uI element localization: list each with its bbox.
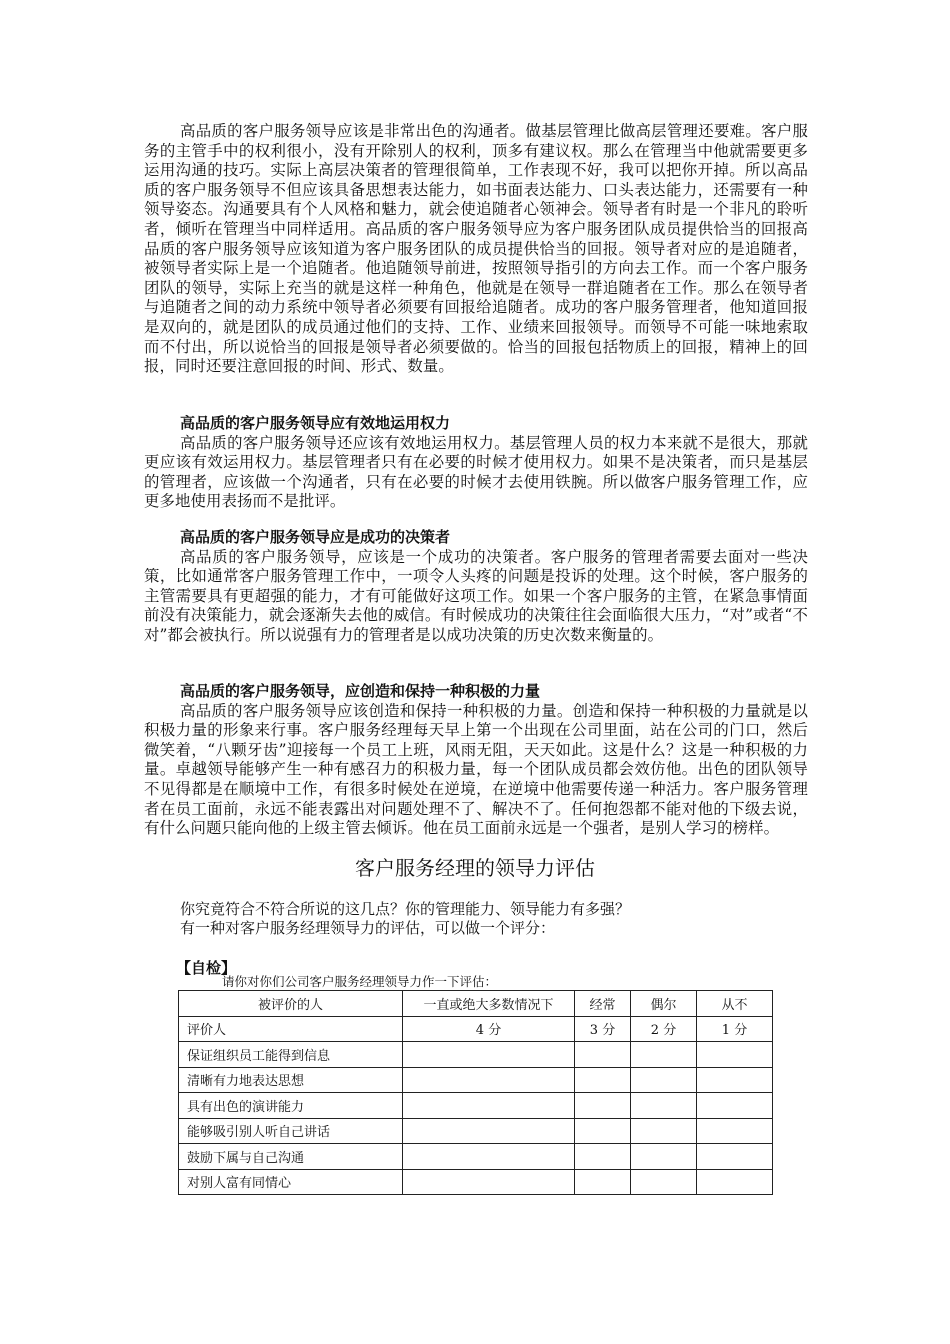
- table-cell: 3 分: [575, 1016, 631, 1042]
- table-cell: 1 分: [697, 1016, 773, 1042]
- self-check-label: 【自检】: [176, 959, 237, 977]
- rating-cell[interactable]: [631, 1144, 697, 1170]
- table-row: [179, 1067, 773, 1093]
- table-header-row: [179, 991, 773, 1017]
- table-row-label: 能够吸引别人听自己讲话: [179, 1118, 403, 1144]
- table-cell: 2 分: [631, 1016, 697, 1042]
- section-power: [144, 414, 808, 512]
- page-title: 客户服务经理的领导力评估: [355, 856, 595, 880]
- rating-cell[interactable]: [697, 1169, 773, 1195]
- table-row-label: 清晰有力地表达思想: [179, 1067, 403, 1093]
- table-row-label: 对别人富有同情心: [179, 1169, 403, 1195]
- table-cell: 评价人: [179, 1016, 403, 1042]
- section-decision: [144, 528, 808, 646]
- question-line: 有一种对客户服务经理领导力的评估，可以做一个评分：: [180, 919, 556, 937]
- table-score-row: [179, 1016, 773, 1042]
- table-row-label: 鼓励下属与自己沟通: [179, 1144, 403, 1170]
- table-row: [179, 1144, 773, 1170]
- table-header-cell: 偶尔: [631, 991, 697, 1017]
- rating-cell[interactable]: [575, 1169, 631, 1195]
- rating-cell[interactable]: [697, 1144, 773, 1170]
- paragraph: 高品质的客户服务领导应该创造和保持一种积极的力量。创造和保持一种积极的力量就是以积极力量的形象来行事。客户服务经理每天早上第一个出现在公司里面，站在公司的门口，然后微笑着，“八颗牙齿”迎接每一个员工上班，风雨无阻，天天如此。这是什么？这是一种积极的力量。卓越领导能够产生一种有感召力的积极力量，每一个团队成员都会效仿他。出色的团队领导不见得都是在顺境中工作，有很多时候处在逆境，在逆境中他需要传递一种活力。客户服务管理者在员工面前，永远不能表露出对问题处理不了、解决不了。任何抱怨都不能对他的下级去说，有什么问题只能向他的上级主管去倾诉。他在员工面前永远是一个强者，是别人学习的榜样。: [144, 701, 808, 838]
- rating-cell[interactable]: [403, 1169, 575, 1195]
- rating-cell[interactable]: [697, 1118, 773, 1144]
- rating-cell[interactable]: [697, 1093, 773, 1119]
- rating-cell[interactable]: [403, 1093, 575, 1119]
- table-row: [179, 1118, 773, 1144]
- rating-cell[interactable]: [403, 1067, 575, 1093]
- table-header-cell: 经常: [575, 991, 631, 1017]
- section-heading: 高品质的客户服务领导，应创造和保持一种积极的力量: [180, 682, 541, 700]
- section-heading: 高品质的客户服务领导应有效地运用权力: [180, 414, 451, 432]
- table-header-cell: 被评价的人: [179, 991, 403, 1017]
- question-line: 你究竟符合不符合所说的这几点？你的管理能力、领导能力有多强？: [180, 900, 631, 918]
- table-row: [179, 1093, 773, 1119]
- rating-cell[interactable]: [631, 1093, 697, 1119]
- paragraph: 高品质的客户服务领导，应该是一个成功的决策者。客户服务的管理者需要去面对一些决策，比如通常客户服务管理工作中，一项令人头疼的问题是投诉的处理。这个时候，客户服务的主管需要具有更超强的能力，才有可能做好这项工作。如果一个客户服务的主管，在紧急事情面前没有决策能力，就会逐渐失去他的威信。有时候成功的决策往往会面临很大压力，“对”或者“不对”都会被执行。所以说强有力的管理者是以成功决策的历史次数来衡量的。: [144, 547, 808, 644]
- table-cell: 4 分: [403, 1016, 575, 1042]
- section-heading: 高品质的客户服务领导应是成功的决策者: [180, 528, 451, 546]
- rating-cell[interactable]: [575, 1093, 631, 1119]
- table-row: [179, 1169, 773, 1195]
- instruction-text: 请你对你们公司客户服务经理领导力作一下评估：: [222, 974, 498, 989]
- rating-cell[interactable]: [575, 1118, 631, 1144]
- rating-cell[interactable]: [631, 1067, 697, 1093]
- section-positive-force: [144, 682, 808, 839]
- rating-cell[interactable]: [403, 1118, 575, 1144]
- rating-cell[interactable]: [697, 1067, 773, 1093]
- rating-cell[interactable]: [575, 1042, 631, 1068]
- table-row-label: 具有出色的演讲能力: [179, 1093, 403, 1119]
- table-row-label: 保证组织员工能得到信息: [179, 1042, 403, 1068]
- paragraph: 高品质的客户服务领导还应该有效地运用权力。基层管理人员的权力本来就不是很大，那就更应该有效运用权力。基层管理者只有在必要的时候才使用权力。如果不是决策者，而只是基层的管理者，应该做一个沟通者，只有在必要的时候才去使用铁腕。所以做客户服务管理工作，应更多地使用表扬而不是批评。: [144, 433, 808, 511]
- rating-cell[interactable]: [631, 1169, 697, 1195]
- table-header-cell: 一直或绝大多数情况下: [403, 991, 575, 1017]
- rating-cell[interactable]: [403, 1042, 575, 1068]
- rating-cell[interactable]: [575, 1067, 631, 1093]
- rating-cell[interactable]: [631, 1118, 697, 1144]
- table-header-cell: 从不: [697, 991, 773, 1017]
- rating-cell[interactable]: [697, 1042, 773, 1068]
- rating-cell[interactable]: [403, 1144, 575, 1170]
- paragraph: 高品质的客户服务领导应该是非常出色的沟通者。做基层管理比做高层管理还要难。客户服务的主管手中的权利很小，没有开除别人的权利，顶多有建议权。那么在管理当中他就需要更多运用沟通的技巧。实际上高层决策者的管理很简单，工作表现不好，我可以把你开掉。所以高品质的客户服务领导不但应该具备思想表达能力，如书面表达能力、口头表达能力，还需要有一种领导姿态。沟通要具有个人风格和魅力，就会使追随者心领神会。领导者有时是一个非凡的聆听者，倾听在管理当中同样适用。高品质的客户服务领导应为客户服务团队成员提供恰当的回报高品质的客户服务领导应该知道为客户服务团队的成员提供恰当的回报。领导者对应的是追随者，被领导者实际上是一个追随者。他追随领导前进，按照领导指引的方向去工作。而一个客户服务团队的领导，实际上充当的就是这样一种角色，他就是在领导一群追随者在工作。那么在领导者与追随者之间的动力系统中领导者必须要有回报给追随者。成功的客户服务管理者，他知道回报是双向的，就是团队的成员通过他们的支持、工作、业绩来回报领导。而领导不可能一味地索取而不付出，所以说恰当的回报是领导者必须要做的。恰当的回报包括物质上的回报，精神上的回报，同时还要注意回报的时间、形式、数量。: [144, 122, 808, 376]
- table-row: [179, 1042, 773, 1068]
- evaluation-table: [178, 990, 773, 1195]
- section-communication: [144, 122, 808, 377]
- rating-cell[interactable]: [575, 1144, 631, 1170]
- rating-cell[interactable]: [631, 1042, 697, 1068]
